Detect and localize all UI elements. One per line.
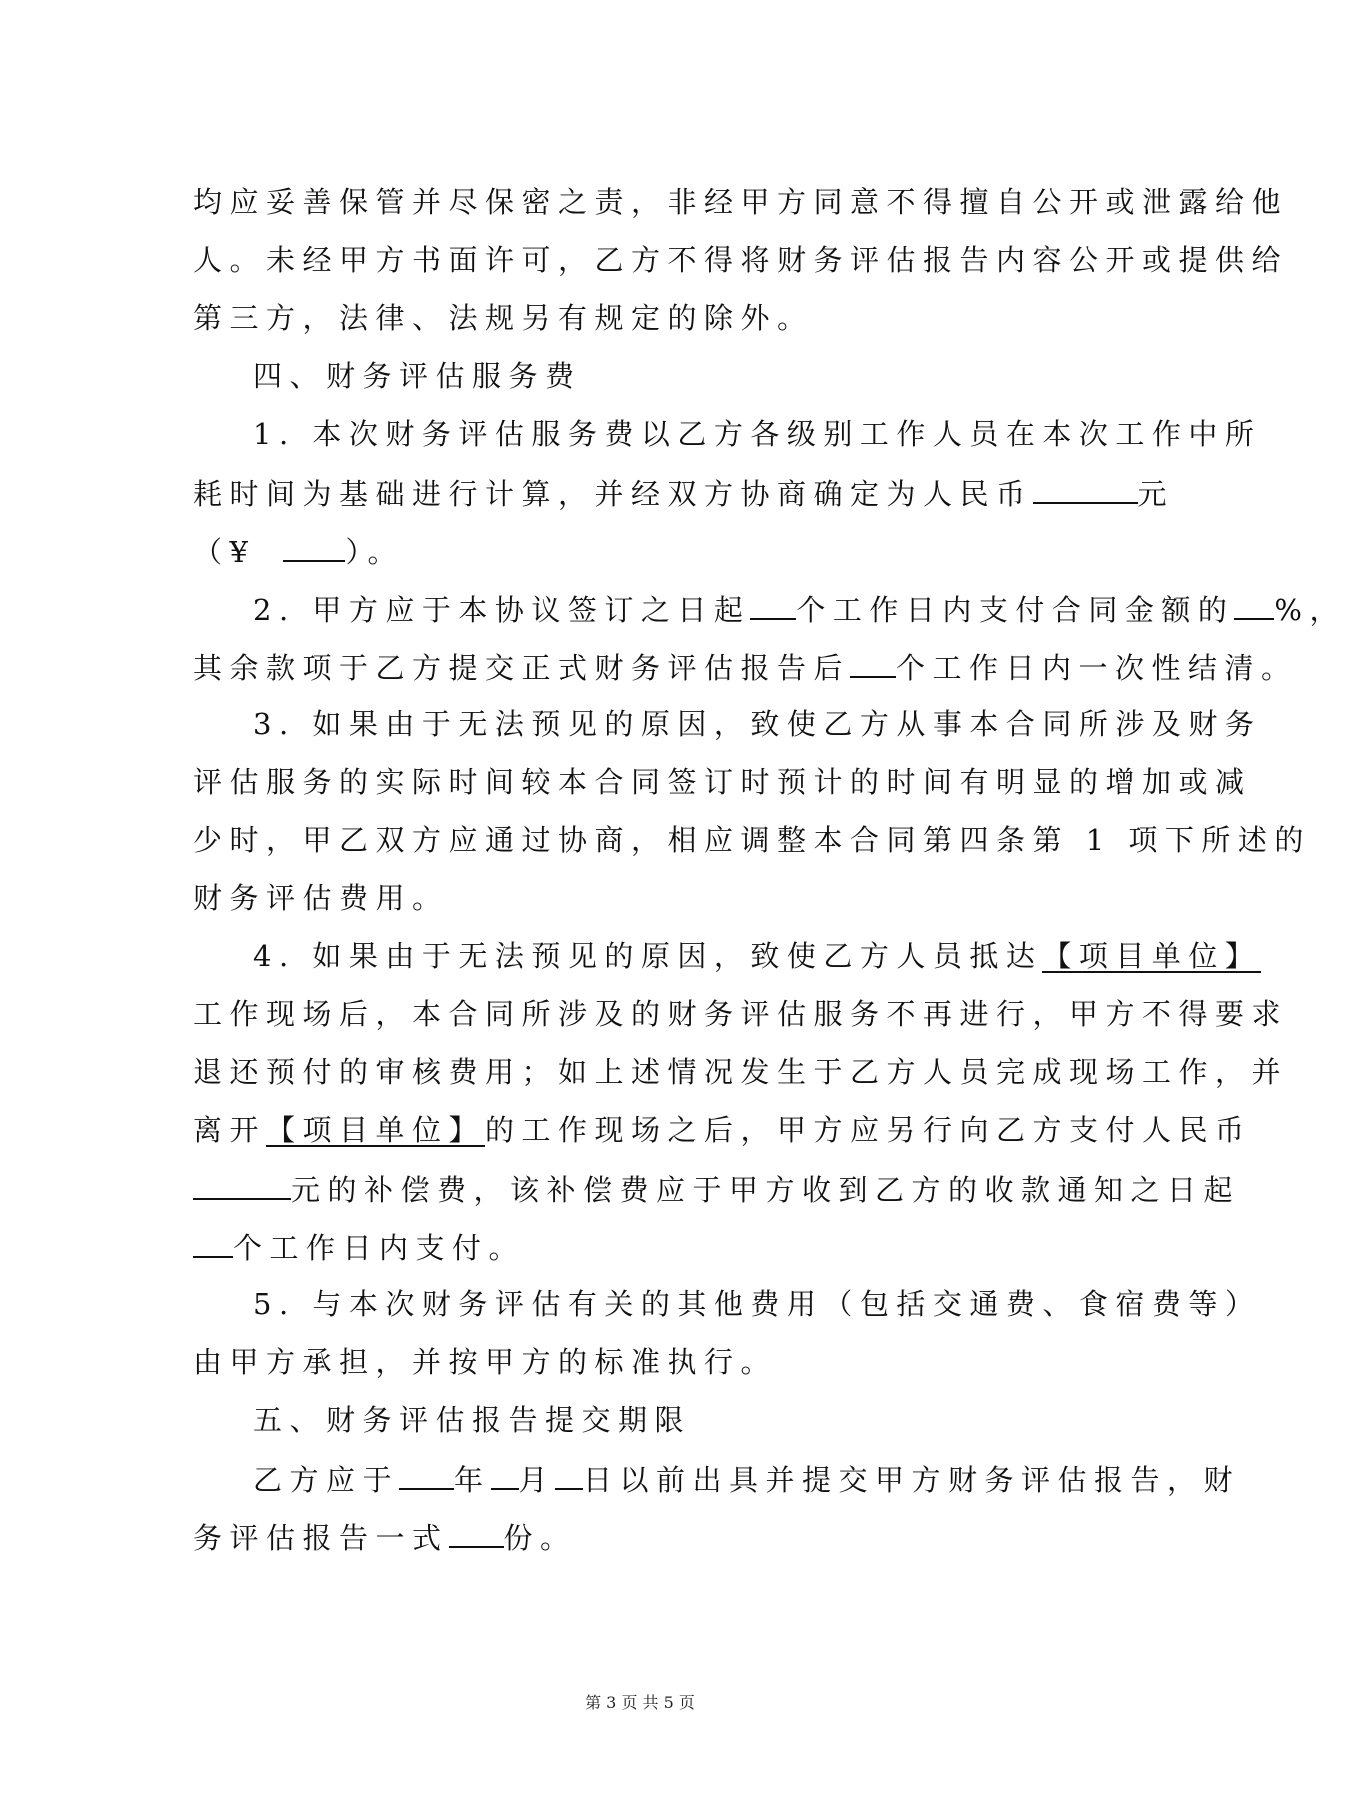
paragraph-line: [253, 1284, 1261, 1324]
page-number: 第 3 页 共 5 页: [585, 1693, 695, 1712]
fill-blank: [193, 1226, 233, 1258]
underlined-placeholder: 【项目单位】: [266, 1113, 486, 1147]
paragraph-line: [193, 472, 1174, 514]
text-segment: 离开: [193, 1113, 267, 1147]
section-heading: [253, 1400, 691, 1440]
fill-blank: [491, 1458, 519, 1490]
paragraph-line: [193, 1342, 777, 1382]
fill-blank: [750, 588, 796, 620]
section-heading: [253, 356, 582, 396]
text-segment: ）。: [345, 535, 404, 569]
paragraph-line: [253, 936, 1261, 976]
text-segment: 退还预付的审核费用；如上述情况发生于乙方人员完成现场工作，并: [193, 1055, 1289, 1089]
paragraph-line: [253, 1458, 1240, 1500]
text-segment: 3. 如果由于无法预见的原因，致使乙方从事本合同所涉及财务: [253, 707, 1262, 741]
paragraph-line: [193, 240, 1288, 280]
fill-blank: [555, 1458, 583, 1490]
text-segment: 1. 本次财务评估服务费以乙方各级别工作人员在本次工作中所: [253, 417, 1262, 451]
text-segment: 4. 如果由于无法预见的原因，致使乙方人员抵达: [253, 939, 1043, 973]
paragraph-line: [253, 414, 1261, 454]
text-segment: 个工作日内支付。: [233, 1231, 526, 1265]
text-segment: 的工作现场之后，甲方应另行向乙方支付人民币: [485, 1113, 1252, 1147]
paragraph-line: [193, 530, 404, 572]
paragraph-line: [193, 1226, 525, 1268]
text-segment: 月: [518, 1463, 556, 1497]
text-segment: （¥: [193, 535, 256, 569]
fill-blank: [399, 1458, 454, 1490]
text-segment: 财务评估费用。: [193, 881, 449, 915]
text-segment: 年: [454, 1463, 491, 1497]
text-segment: 由甲方承担，并按甲方的标准执行。: [193, 1345, 778, 1379]
text-segment: 5. 与本次财务评估有关的其他费用（包括交通费、食宿费等）: [253, 1287, 1262, 1321]
heading-text: 四、财务评估服务费: [253, 359, 582, 393]
paragraph-line: [253, 704, 1261, 744]
text-segment: 第三方，法律、法规另有规定的除外。: [193, 301, 814, 335]
paragraph-line: [193, 1110, 1252, 1150]
text-segment: 人。未经甲方书面许可，乙方不得将财务评估报告内容公开或提供给: [193, 243, 1289, 277]
text-segment: 元的补偿费，该补偿费应于甲方收到乙方的收款通知之日起: [291, 1173, 1241, 1207]
fill-blank: [193, 1168, 291, 1200]
text-segment: 务评估报告一式: [193, 1521, 449, 1555]
text-segment: 个工作日内支付合同金额的: [796, 593, 1235, 627]
fill-blank: [1234, 588, 1274, 620]
page-footer: [0, 1690, 1280, 1713]
text-segment: 其余款项于乙方提交正式财务评估报告后: [193, 651, 851, 685]
text-segment: 乙方应于: [253, 1463, 400, 1497]
paragraph-line: [193, 878, 449, 918]
paragraph-line: [253, 588, 1346, 630]
paragraph-line: [193, 182, 1288, 222]
paragraph-line: [193, 762, 1252, 802]
text-segment: 2. 甲方应于本协议签订之日起: [253, 593, 751, 627]
text-segment: %，: [1274, 593, 1346, 627]
text-segment: 评估服务的实际时间较本合同签订时预计的时间有明显的增加或减: [193, 765, 1252, 799]
text-segment: 均应妥善保管并尽保密之责，非经甲方同意不得擅自公开或泄露给他: [193, 185, 1289, 219]
paragraph-line: [193, 1516, 577, 1558]
paragraph-line: [193, 298, 814, 338]
paragraph-line: [193, 820, 1311, 860]
paragraph-line: [193, 1168, 1240, 1210]
fill-blank: [283, 530, 345, 562]
fill-blank: [1033, 472, 1138, 504]
text-segment: 工作现场后，本合同所涉及的财务评估服务不再进行，甲方不得要求: [193, 997, 1289, 1031]
text-segment: 耗时间为基础进行计算，并经双方协商确定为人民币: [193, 477, 1033, 511]
paragraph-line: [193, 994, 1288, 1034]
text-segment: 日以前出具并提交甲方财务评估报告，财: [583, 1463, 1241, 1497]
fill-blank: [850, 646, 896, 678]
text-segment: 少时，甲乙双方应通过协商，相应调整本合同第四条第 1 项下所述的: [193, 823, 1311, 857]
underlined-placeholder: 【项目单位】: [1042, 939, 1262, 973]
paragraph-line: [193, 646, 1298, 688]
paragraph-line: [193, 1052, 1288, 1092]
heading-text: 五、财务评估报告提交期限: [253, 1403, 692, 1437]
fill-blank: [449, 1516, 504, 1548]
text-segment: 个工作日内一次性结清。: [896, 651, 1298, 685]
text-segment: 份。: [503, 1521, 577, 1555]
text-segment: 元: [1137, 477, 1175, 511]
